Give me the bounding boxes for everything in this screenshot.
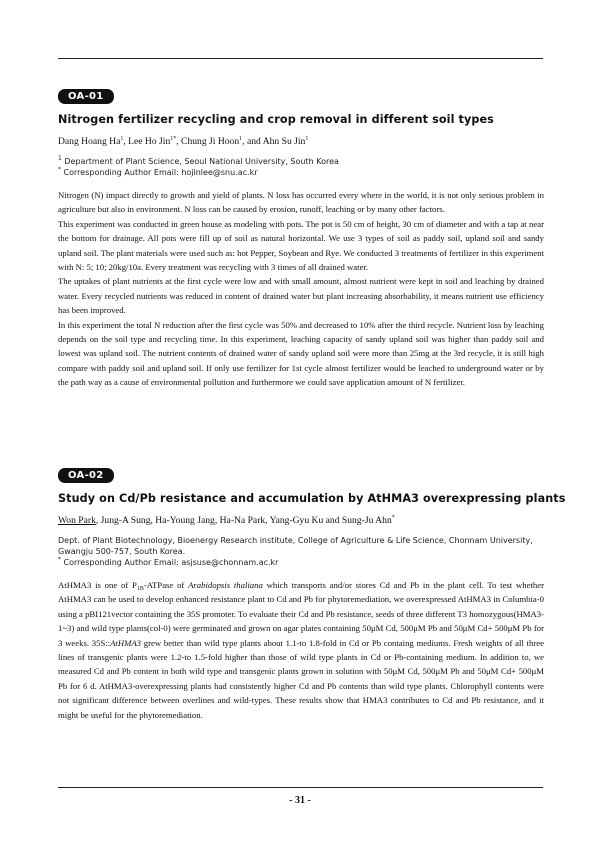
text-run: which transports and/or stores Cd and Pb in the plant cell. To test whether AtHMA3 can be used to develop enhanced resistance plant to Cd and Pb for phytoremediation, we overexpressed AtHMA3 in Columbia-0 using a pBI121vector containing the 35S promoter. To evaluate their Cd and Pb resistance, seeds of three different T3 homozygous(HMA3-1~3) and wild type plants(col-0) were germinated and grown on agar plates containing 50μM Cd, 500μM Pb and 50μM Cd+ 500μM Pb for 3 weeks. 35S:: (58, 580, 544, 648)
author-sup: * (391, 515, 395, 521)
abstract-body (58, 188, 544, 390)
species-name: Arabidopsis thaliana (188, 580, 263, 590)
author-name: Ahn Su Jin (262, 136, 306, 147)
body-paragraph: This experiment was conducted in green house as modeling with pots. The pot is 50 cm of height, 30 cm of diameter and with a tap at near the bottom for drainage. All pots were fill up of soil as natural horizontal. We use 3 types of soil as paddy soil, upland soil and sandy upland soil. The plant materials were used such as: hot Pepper, Soybean and Rye. We conducted 3 treatments of fertilizer in this experiment with N: 5; 10; 20kg/10a. Every treatment was recycling with 3 times of all drained water. (58, 218, 544, 273)
subscript: 1B (136, 586, 144, 592)
author-name: Lee Ho Jin (128, 136, 171, 147)
author-sup: 1 (120, 136, 124, 142)
abstract-title: Nitrogen fertilizer recycling and crop removal in different soil types (58, 113, 494, 126)
author-sup: 1* (170, 136, 177, 142)
body-paragraph: Nitrogen (N) impact directly to growth and yield of plants. N loss has occurred every where in the world, it is not only serious problem in agriculture but also in environment. N loss can be caused by erosion, runoff, leaching or by many other factors. (58, 190, 544, 215)
author-sup: 1 (305, 136, 309, 142)
affiliation-block (58, 535, 544, 568)
body-paragraph: In this experiment the total N reduction after the first cycle was 50% and decreased to 10% after the third recycle. Nutrient loss by leaching depends on the soil type and recycling time. In this experiment, leaching capacity of sandy upland soil was higher than paddy soil and lowest was upland soil. The nutrient contents of drained water of sandy upland soil were more than 25mg at the 3rd recycle, it is still high compare with paddy soil and upland soil. If only use fertilizer for 1st cycle almost fertilizer would be leached to underground water or by the path way as a cause of environmental pollution and furthermore we could save application amount of N fertilizer. (58, 319, 544, 388)
author-list: Dang Hoang Ha$^1$, Lee Ho Jin$^{1*}$, Chung Ji Hoon$^1$, and Ahn Su Jin$^1$ (58, 136, 309, 147)
presenting-author: Won Park (58, 515, 96, 526)
top-rule (58, 58, 543, 59)
affiliation-sup: 1 (58, 155, 62, 162)
author-name: Chung Ji Hoon (181, 136, 240, 147)
abstract-body (58, 578, 544, 722)
affiliation-block (58, 156, 544, 178)
text-run: -ATPase of (143, 580, 189, 590)
bottom-rule (58, 787, 543, 788)
abstract-oa-02 (58, 465, 566, 722)
body-paragraph (58, 578, 544, 722)
co-authors: , Jung-A Sung, Ha-Young Jang, Ha-Na Park, Yang-Gyu Ku and Sung-Ju Ahn (95, 515, 392, 526)
abstract-oa-01 (58, 86, 544, 390)
affiliation: Dept. of Plant Biotechnology, Bioenergy Research institute, College of Agriculture & Life Science, Chonnam University, Gwangju 500-757, South Korea. (58, 536, 533, 556)
abstract-badge: OA-01 (58, 89, 114, 104)
text-run: grew better than wild type plants about 1.1-to 1.8-fold in Cd or Pb containg mediums. Fresh weights of all three lines of transgenic plants were 1.2-to 1.5-fold higher than those of wild type plants in Cd or Pb-containing medium. In addition to, we measured Cd and Pb content in both wild type and transgenic plants grown in solution with 50μM Cd, 500μM Pb and 50μM Cd+ 500μM Pb for 6 d. AtHMA3-overexpressing plants had consistently higher Cd and Pb contents than wild type plants. Chlorophyll contents were not significant difference between overlines and wild-types. These results show that HMA3 contributes to Cd and Pb resistance, and it might be useful for the phytoremediation. (58, 637, 544, 720)
body-paragraph: The uptakes of plant nutrients at the first cycle were low and with small amount, almost nutrient were kept in soil and leaching by drained water. Every recycled nutrients was reduced in content of drained water but plant increasing absorbability, it means nutrient use efficiency has been improved. (58, 276, 544, 316)
abstract-title: Study on Cd/Pb resistance and accumulation by AtHMA3 overexpressing plants (58, 492, 566, 505)
text-run: AtHMA3 is one of P (58, 580, 137, 590)
gene-name: AtHMA3 (110, 637, 141, 648)
page-number: - 31 - (289, 795, 311, 806)
abstract-badge: OA-02 (58, 468, 114, 483)
author-name: Dang Hoang Ha (58, 136, 121, 147)
corresponding-email: Corresponding Author Email: hojinlee@snu.ac.kr (63, 168, 258, 177)
corresponding-sup: * (58, 166, 61, 173)
affiliation: Department of Plant Science, Seoul National University, South Korea (64, 157, 339, 166)
corresponding-sup: * (58, 556, 61, 563)
corresponding-email: Corresponding Author Email: asjsuse@chonnam.ac.kr (63, 558, 279, 567)
author-sup: 1 (239, 136, 243, 142)
author-list (58, 515, 544, 526)
